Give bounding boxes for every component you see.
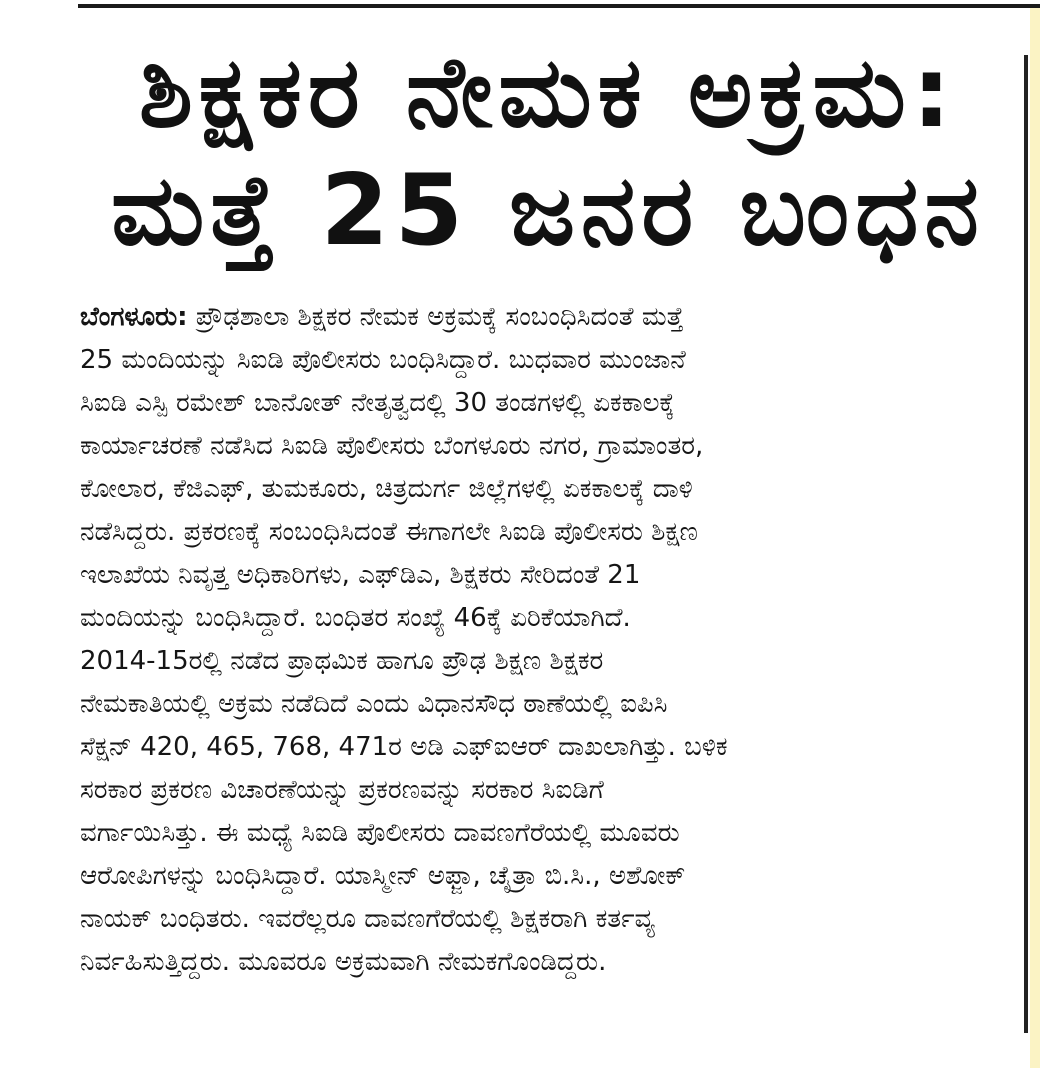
article-line [80,296,998,339]
column-rule [1024,55,1028,1033]
article-line-text: ಪ್ರೌಢಶಾಲಾ ಶಿಕ್ಷಕರ ನೇಮಕ ಅಕ್ರಮಕ್ಕೆ ಸಂಬಂಧಿಸಿದಂತೆ ಮತ್ತೆ [187,302,684,332]
article-line: ಮಂದಿಯನ್ನು ಬಂಧಿಸಿದ್ದಾರೆ. ಬಂಧಿತರ ಸಂಖ್ಯೆ 46ಕ್ಕೆ ಏರಿಕೆಯಾಗಿದೆ. [80,603,631,633]
article-line: ವರ್ಗಾಯಿಸಿತ್ತು. ಈ ಮಧ್ಯೆ ಸಿಐಡಿ ಪೊಲೀಸರು ದಾವಣಗೆರೆಯಲ್ಲಿ ಮೂವರು [80,818,680,848]
article-line: ಆರೋಪಿಗಳನ್ನು ಬಂಧಿಸಿದ್ದಾರೆ. ಯಾಸ್ಮೀನ್ ಅಫ್ಜಾ, ಚೈತ್ರಾ ಬಿ.ಸಿ., ಅಶೋಕ್ [80,861,686,891]
article-line: ನೇಮಕಾತಿಯಲ್ಲಿ ಅಕ್ರಮ ನಡೆದಿದೆ ಎಂದು ವಿಧಾನಸೌಧ ಠಾಣೆಯಲ್ಲಿ ಐಪಿಸಿ [80,689,668,719]
article-line: ಇಲಾಖೆಯ ನಿವೃತ್ತ ಅಧಿಕಾರಿಗಳು, ಎಫ್‌ಡಿಎ, ಶಿಕ್ಷಕರು ಸೇರಿದಂತೆ 21 [80,560,641,590]
article-body [80,296,998,984]
article-line: ನಿರ್ವಹಿಸುತ್ತಿದ್ದರು. ಮೂವರೂ ಅಕ್ರಮವಾಗಿ ನೇಮಕಗೊಂಡಿದ್ದರು. [80,947,607,977]
dateline: ಬೆಂಗಳೂರು: [80,302,188,332]
article-line: ಸೆಕ್ಷನ್ 420, 465, 768, 471ರ ಅಡಿ ಎಫ್‌ಐಆರ್ ದಾಖಲಾಗಿತ್ತು. ಬಳಿಕ [80,732,728,762]
article-line: 25 ಮಂದಿಯನ್ನು ಸಿಐಡಿ ಪೊಲೀಸರು ಬಂಧಿಸಿದ್ದಾರೆ. ಬುಧವಾರ ಮುಂಜಾನೆ [80,345,686,375]
article-line: ಸಿಐಡಿ ಎಸ್ಪಿ ರಮೇಶ್ ಬಾನೋತ್ ನೇತೃತ್ವದಲ್ಲಿ 30 ತಂಡಗಳಲ್ಲಿ ಏಕಕಾಲಕ್ಕೆ [80,388,675,418]
article-line: ನಾಯಕ್ ಬಂಧಿತರು. ಇವರೆಲ್ಲರೂ ದಾವಣಗೆರೆಯಲ್ಲಿ ಶಿಕ್ಷಕರಾಗಿ ಕರ್ತವ್ಯ [80,904,655,934]
headline-line-1: ಶಿಕ್ಷಕರ ನೇಮಕ ಅಕ್ರಮ: [138,36,958,150]
page-edge [1030,8,1040,1068]
article-line: ಕೋಲಾರ, ಕೆಜಿಎಫ್, ತುಮಕೂರು, ಚಿತ್ರದುರ್ಗ ಜಿಲ್ಲೆಗಳಲ್ಲಿ ಏಕಕಾಲಕ್ಕೆ ದಾಳಿ [80,474,693,504]
headline [78,34,1018,270]
article-line: ಕಾರ್ಯಾಚರಣೆ ನಡೆಸಿದ ಸಿಐಡಿ ಪೊಲೀಸರು ಬೆಂಗಳೂರು ನಗರ, ಗ್ರಾಮಾಂತರ, [80,431,704,461]
article-line: 2014-15ರಲ್ಲಿ ನಡೆದ ಪ್ರಾಥಮಿಕ ಹಾಗೂ ಪ್ರೌಢ ಶಿಕ್ಷಣ ಶಿಕ್ಷಕರ [80,646,604,676]
article-line: ಸರಕಾರ ಪ್ರಕರಣ ವಿಚಾರಣೆಯನ್ನು ಪ್ರಕರಣವನ್ನು ಸರಕಾರ ಸಿಐಡಿಗೆ [80,775,604,805]
headline-line-2: ಮತ್ತೆ 25 ಜನರ ಬಂಧನ [111,154,985,268]
article-line: ನಡೆಸಿದ್ದರು. ಪ್ರಕರಣಕ್ಕೆ ಸಂಬಂಧಿಸಿದಂತೆ ಈಗಾಗಲೇ ಸಿಐಡಿ ಪೊಲೀಸರು ಶಿಕ್ಷಣ [80,517,698,547]
top-rule [78,4,1040,8]
